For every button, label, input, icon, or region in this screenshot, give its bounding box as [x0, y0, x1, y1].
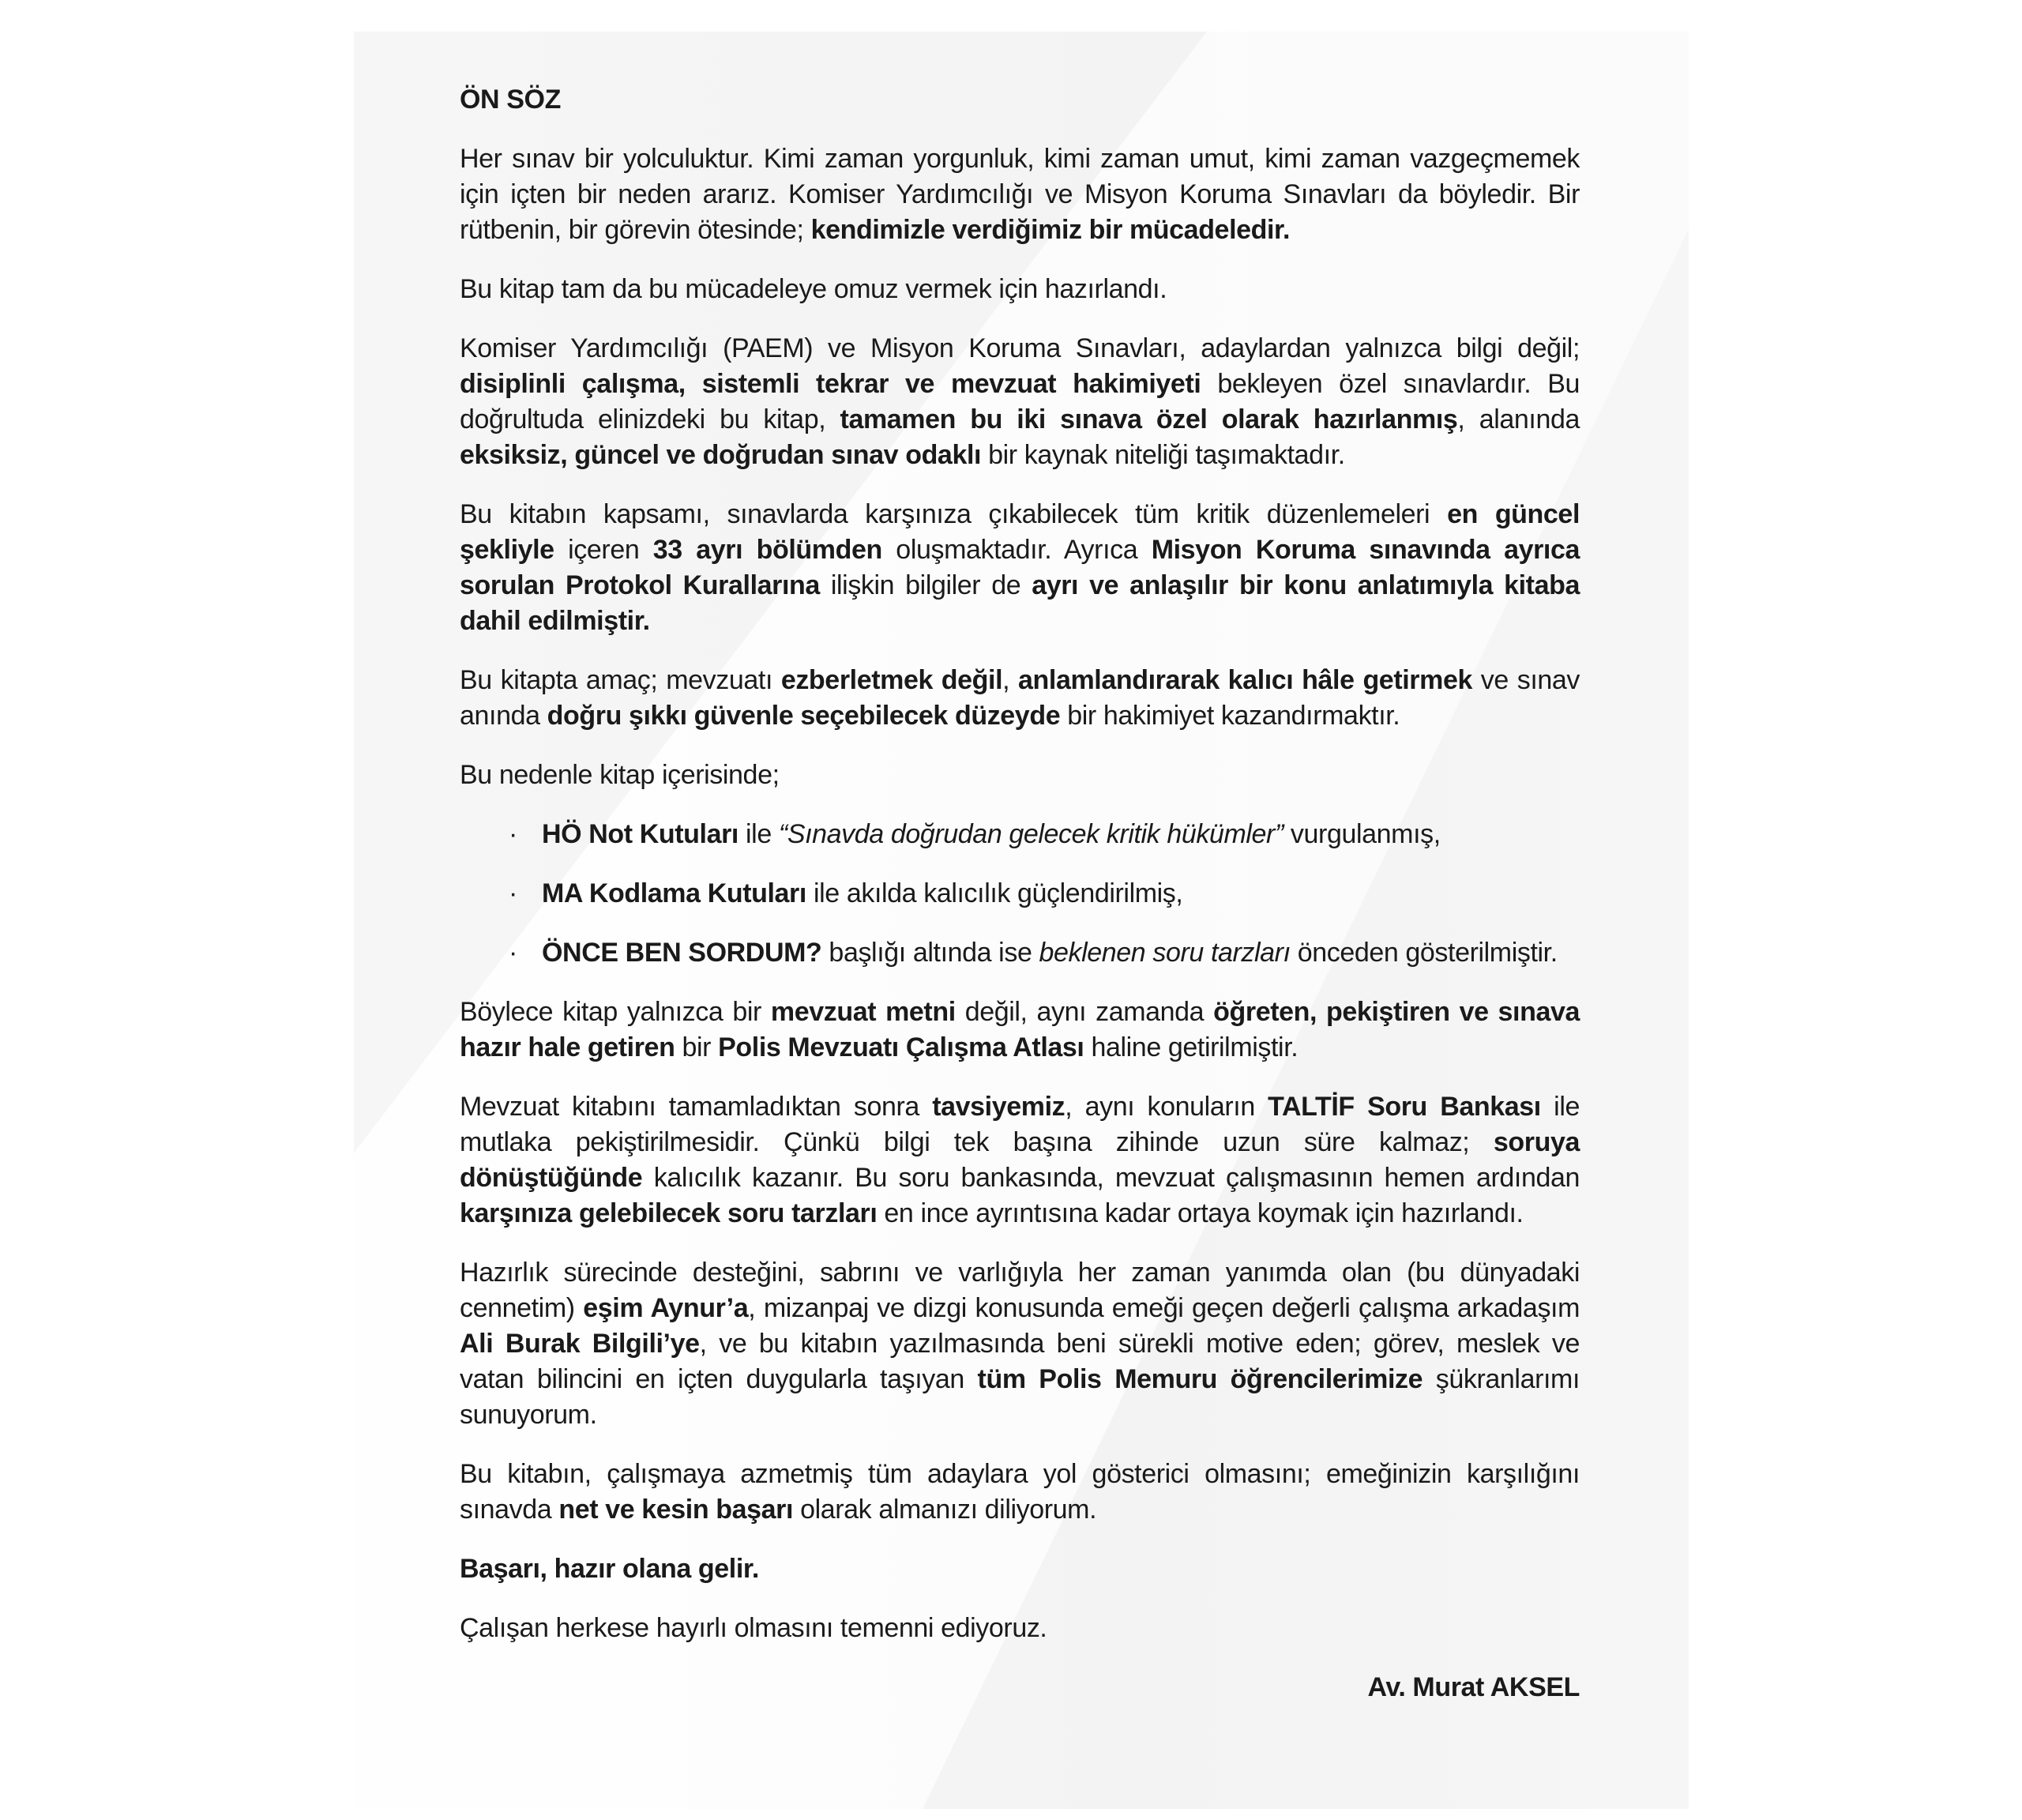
paragraph-3 [460, 331, 1580, 473]
paragraph-2 [460, 272, 1580, 307]
bold-text-run: Ali Burak Bilgili’ye [460, 1329, 700, 1359]
bold-text-run: disiplinli çalışma, sistemli tekrar ve mevzuat hakimiyeti [460, 369, 1201, 399]
text-run: Bu kitapta amaç; mevzuatı [460, 665, 781, 695]
text-run: Bu kitap tam da bu mücadeleye omuz vermek için hazırlandı. [460, 274, 1167, 304]
text-run: Mevzuat kitabını tamamladıktan sonra [460, 1092, 933, 1122]
text-run: Komiser Yardımcılığı (PAEM) ve Misyon Koruma Sınavları, adaylardan yalnızca bilgi değil; [460, 333, 1580, 363]
author-signature: Av. Murat AKSEL [1367, 1672, 1580, 1702]
bullet-icon: · [509, 819, 517, 849]
italic-text-run: beklenen soru tarzları [1039, 938, 1291, 968]
bold-text-run: ayrı ve anlaşılır bir konu anlatımıyla kitaba dahil edilmiştir. [460, 570, 1580, 636]
text-run: ve sınav anında [460, 665, 1580, 731]
text-run: Bu kitabın, çalışmaya azmetmiş tüm adaylara yol gösterici olmasını; emeğinizin karşılığını sınavda [460, 1459, 1580, 1525]
bold-text-run: tamamen bu iki sınava özel olarak hazırlanmış [840, 404, 1458, 434]
bold-text-run: anlamlandırarak kalıcı hâle getirmek [1018, 665, 1472, 695]
list-item [460, 935, 1580, 971]
bold-text-run: Polis Mevzuatı Çalışma Atlası [718, 1032, 1084, 1062]
bold-text-run: MA Kodlama Kutuları [542, 878, 806, 908]
paragraph-7 [460, 995, 1580, 1066]
bold-text-run: karşınıza gelebilecek soru tarzları [460, 1198, 878, 1228]
text-run: bir hakimiyet kazandırmaktır. [1060, 701, 1400, 731]
bold-text-run: eksiksiz, güncel ve doğrudan sınav odaklı [460, 440, 982, 470]
text-run: Bu nedenle kitap içerisinde; [460, 760, 780, 790]
list-item [460, 817, 1580, 852]
text-run: , aynı konuların [1065, 1092, 1268, 1122]
text-run: en ince ayrıntısına kadar ortaya koymak için hazırlandı. [877, 1198, 1524, 1228]
text-run: başlığı altında ise [821, 938, 1039, 968]
text-run: bekleyen özel sınavlardır. Bu doğrultuda elinizdeki bu kitap, [460, 369, 1580, 434]
paragraph-4 [460, 497, 1580, 639]
text-run: ile akılda kalıcılık güçlendirilmiş, [806, 878, 1183, 908]
text-run: ile mutlaka pekiştirilmesidir. Çünkü bilgi tek başına zihinde uzun süre kalmaz; [460, 1092, 1580, 1157]
list-item-text [542, 819, 1441, 849]
text-run: Çalışan herkese hayırlı olmasını temenni ediyoruz. [460, 1613, 1047, 1643]
preface-text [460, 82, 1580, 1705]
text-run: Böylece kitap yalnızca bir [460, 997, 771, 1027]
text-run: önceden gösterilmiştir. [1290, 938, 1558, 968]
bold-text-run: 33 ayrı bölümden [652, 535, 882, 565]
list-item [460, 876, 1580, 912]
bold-text-run: Misyon Koruma sınavında ayrıca sorulan Protokol Kurallarına [460, 535, 1580, 600]
bold-text-run: tavsiyemiz [932, 1092, 1065, 1122]
paragraph-5 [460, 663, 1580, 734]
text-run: , alanında [1457, 404, 1580, 434]
text-run: oluşmaktadır. Ayrıca [881, 535, 1152, 565]
bold-text-run: TALTİF Soru Bankası [1268, 1092, 1541, 1122]
bold-text-run: tüm Polis Memuru öğrencilerimize [977, 1364, 1423, 1394]
text-run: , ve bu kitabın yazılmasında beni sürekli motive eden; görev, meslek ve vatan bilincini en içten duygularla taşıyan [460, 1329, 1580, 1394]
bold-text-run: mevzuat metni [770, 997, 956, 1027]
bold-text-run: ÖNCE BEN SORDUM? [542, 938, 822, 968]
text-run: olarak almanızı diliyorum. [793, 1495, 1097, 1525]
bold-text-run: Başarı, hazır olana gelir. [460, 1554, 759, 1584]
text-run: vurgulanmış, [1283, 819, 1441, 849]
text-run: , mizanpaj ve dizgi konusunda emeği geçen değerli çalışma arkadaşım [748, 1293, 1580, 1323]
paragraph-12 [460, 1611, 1580, 1646]
text-run: ile [738, 819, 779, 849]
text-run: bir [675, 1032, 719, 1062]
text-run: Bu kitabın kapsamı, sınavlarda karşınıza çıkabilecek tüm kritik düzenlemeleri [460, 499, 1448, 529]
paragraph-6 [460, 758, 1580, 793]
text-run: içeren [554, 535, 653, 565]
paragraph-9 [460, 1255, 1580, 1433]
bold-text-run: kendimizle verdiğimiz bir mücadeledir. [810, 215, 1291, 245]
italic-text-run: “Sınavda doğrudan gelecek kritik hükümler” [778, 819, 1283, 849]
paragraph-10 [460, 1457, 1580, 1528]
bold-text-run: ezberletmek değil [780, 665, 1003, 695]
page-title: ÖN SÖZ [460, 85, 561, 115]
text-run: bir kaynak niteliği taşımaktadır. [981, 440, 1345, 470]
list-item-text [542, 938, 1558, 968]
text-run: şükranlarımı sunuyorum. [460, 1364, 1580, 1430]
text-run: kalıcılık kazanır. Bu soru bankasında, mevzuat çalışmasının hemen ardından [642, 1163, 1580, 1193]
text-run: , [1002, 665, 1019, 695]
bullet-icon: · [509, 878, 517, 908]
bold-text-run: HÖ Not Kutuları [542, 819, 739, 849]
paragraph-8 [460, 1089, 1580, 1232]
paragraph-1 [460, 141, 1580, 248]
feature-list [460, 817, 1580, 971]
text-run: değil, aynı zamanda [955, 997, 1214, 1027]
bold-text-run: soruya dönüştüğünde [460, 1127, 1580, 1193]
bold-text-run: doğru şıkkı güvenle seçebilecek düzeyde [547, 701, 1061, 731]
text-run: Her sınav bir yolculuktur. Kimi zaman yorgunluk, kimi zaman umut, kimi zaman vazgeçmemek için içten bir neden ararız. Komiser Yardımcılığı ve Misyon Koruma Sınavları da böyledir. Bir rütbenin, bir görevin ötesinde; [460, 144, 1580, 245]
bold-text-run: en güncel şekliyle [460, 499, 1580, 565]
text-run: ilişkin bilgiler de [819, 570, 1032, 600]
bold-text-run: öğreten, pekiştiren ve sınava hazır hale getiren [460, 997, 1580, 1062]
bold-text-run: net ve kesin başarı [558, 1495, 794, 1525]
list-item-text [542, 878, 1182, 908]
bold-text-run: eşim Aynur’a [583, 1293, 749, 1323]
bullet-icon: · [509, 938, 517, 968]
paragraph-11 [460, 1551, 1580, 1587]
text-run: haline getirilmiştir. [1084, 1032, 1299, 1062]
text-run: Hazırlık sürecinde desteğini, sabrını ve varlığıyla her zaman yanımda olan (bu dünyadaki cennetim) [460, 1258, 1580, 1323]
